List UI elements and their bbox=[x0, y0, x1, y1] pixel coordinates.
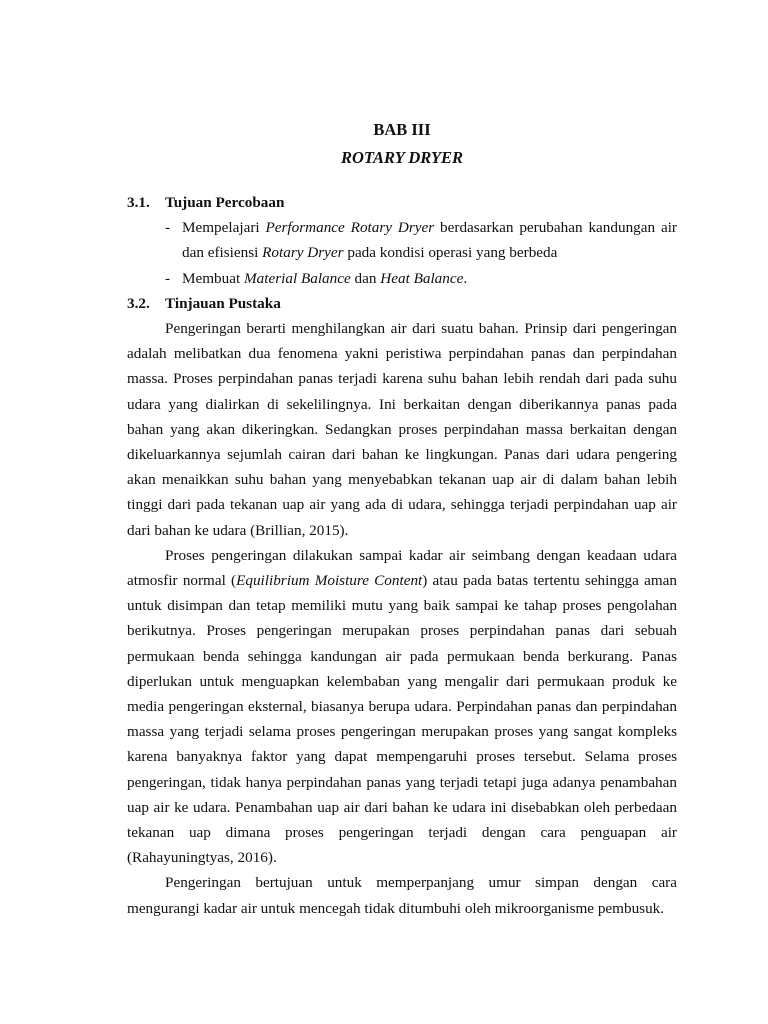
page-content bbox=[127, 118, 677, 921]
text-run: . bbox=[463, 269, 468, 287]
text-run: pada kondisi operasi yang berbeda bbox=[343, 244, 558, 262]
section-number: 3.1. bbox=[127, 194, 150, 211]
text-run: Mempelajari bbox=[182, 219, 266, 237]
section-number: 3.2. bbox=[127, 294, 150, 312]
italic-term: Equilibrium Moisture Content bbox=[236, 572, 423, 590]
bullet-dash: - bbox=[165, 219, 171, 237]
italic-term: Rotary Dryer bbox=[262, 244, 344, 262]
chapter-label: BAB III bbox=[373, 120, 431, 139]
italic-term: Heat Balance bbox=[380, 269, 464, 287]
text-run: Membuat bbox=[182, 269, 245, 287]
body-paragraph bbox=[127, 543, 677, 871]
body-paragraph bbox=[127, 316, 677, 543]
section-title: Tujuan Percobaan bbox=[165, 194, 285, 211]
text-run: dan bbox=[350, 269, 381, 287]
italic-term: Material Balance bbox=[244, 269, 351, 287]
section-title: Tinjauan Pustaka bbox=[165, 294, 281, 312]
bullet-dash: - bbox=[165, 269, 171, 287]
text-run: Pengeringan bertujuan untuk memperpanjang umur simpan dengan cara mengurangi kadar air untuk mencegah tidak ditumbuhi oleh mikroorganisme pembusuk. bbox=[127, 874, 677, 917]
italic-term: Performance Rotary Dryer bbox=[265, 219, 435, 237]
body-paragraph bbox=[127, 870, 677, 920]
text-run: Proses pengeringan dilakukan sampai kadar air seimbang dengan keadaan udara atmosfir normal ( bbox=[127, 546, 677, 590]
chapter-title: ROTARY DRYER bbox=[340, 148, 464, 167]
list-item bbox=[127, 266, 677, 291]
section-heading-tujuan bbox=[127, 190, 677, 215]
text-run: Pengeringan berarti menghilangkan air dari suatu bahan. Prinsip dari pengeringan adalah melibatkan dua fenomena yakni peristiwa perpindahan panas dan perpindahan massa. Proses perpindahan panas terjadi karena suhu bahan lebih rendah dari pada suhu udara yang dialirkan di sekelilingnya. Ini berkaitan dengan diberikannya panas pada bahan yang akan dikeringkan. Sedangkan proses perpindahan massa berkaitan dengan dikeluarkannya sejumlah cairan dari bahan ke lingkungan. Panas dari udara pengering akan menaikkan suhu bahan yang menyebabkan tekanan uap air di dalam bahan lebih tinggi dari pada tekanan uap air yang ada di udara, sehingga terjadi perpindahan uap air dari bahan ke udara (Brillian, 2015). bbox=[127, 320, 677, 539]
text-run: ) atau pada batas tertentu sehingga aman untuk disimpan dan tetap memiliki mutu yang baik sampai ke tahap proses pengolahan berikutnya. Proses pengeringan merupakan proses perpindahan panas dari sebuah permukaan benda sehingga kandungan air pada permukaan benda berkurang. Panas diperlukan untuk menguapkan kelembaban yang mengalir dari permukaan produk ke media pengeringan eksternal, biasanya berupa udara. Perpindahan panas dan perpindahan massa yang terjadi selama proses pengeringan merupakan proses yang sangat kompleks karena banyaknya faktor yang dapat mempengaruhi proses tersebut. Selama proses pengeringan, tidak hanya perpindahan panas yang terjadi tetapi juga adanya penambahan uap air ke udara. Penambahan uap air dari bahan ke udara ini disebabkan oleh perbedaan tekanan uap dimana proses pengeringan terjadi dengan cara penguapan air (Rahayuningtyas, 2016). bbox=[127, 572, 677, 867]
objectives-list bbox=[127, 215, 677, 291]
section-heading-tinjauan bbox=[127, 291, 677, 316]
list-item bbox=[127, 215, 677, 265]
text-run: berdasarkan perubahan kandungan air dan efisiensi bbox=[182, 219, 677, 262]
